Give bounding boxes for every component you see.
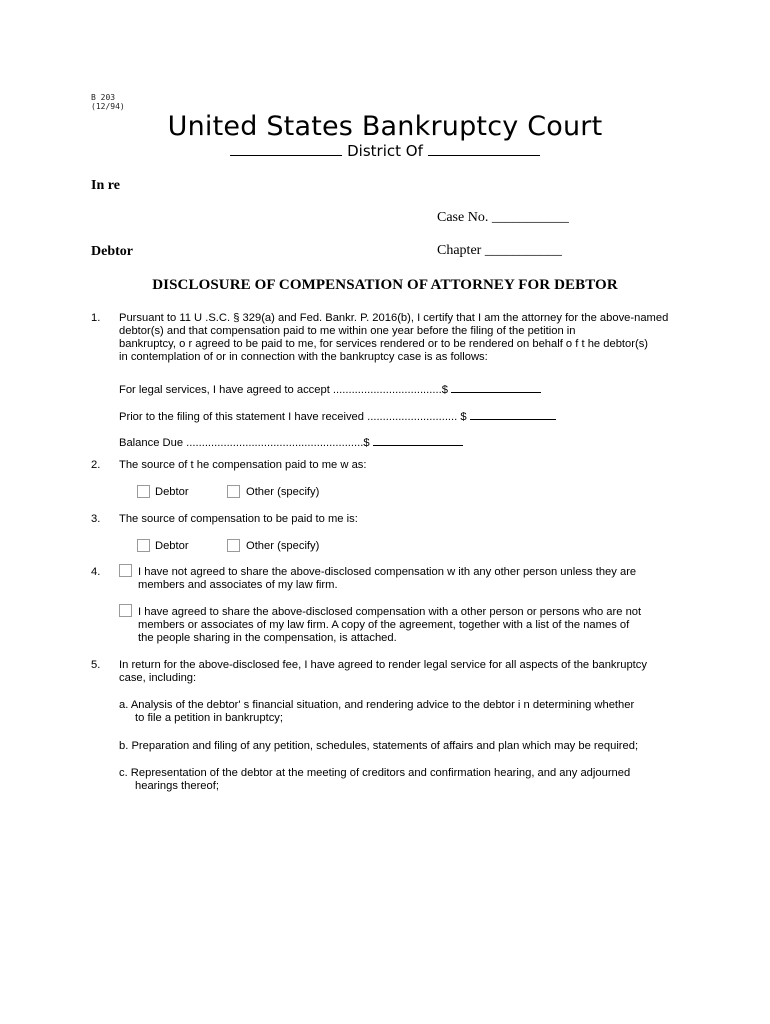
in-re-label: In re — [91, 178, 120, 193]
form-number: B 203 — [91, 93, 116, 102]
item-4-a-line-2: members and associates of my law firm. — [138, 579, 338, 591]
item-5-a-line-1: a. Analysis of the debtor' s financial situation, and rendering advice to the debtor i n determining whether — [119, 699, 635, 711]
balance-due-amount[interactable] — [373, 432, 463, 446]
item-3-debtor-checkbox[interactable] — [137, 539, 150, 552]
item-5-number: 5. — [91, 659, 101, 671]
item-1-line-1: Pursuant to 11 U .S.C. § 329(a) and Fed. Bankr. P. 2016(b), I certify that I am the attorney for the above-named — [119, 312, 669, 324]
prior-received-row — [119, 406, 556, 425]
district-blank-right[interactable] — [428, 142, 540, 156]
item-4-b-line-2: members or associates of my law firm. A copy of the agreement, together with a list of the names of — [138, 619, 630, 631]
item-2-other-label: Other (specify) — [246, 486, 320, 498]
item-4-b-line-1: I have agreed to share the above-disclosed compensation with a other person or persons who are not — [138, 606, 642, 618]
item-5-c-line-2: hearings thereof; — [135, 780, 219, 792]
court-title: United States Bankruptcy Court — [167, 111, 603, 142]
item-4-share-checkbox[interactable] — [119, 604, 132, 617]
item-5-a-line-2: to file a petition in bankruptcy; — [135, 712, 284, 724]
item-2-text: The source of t he compensation paid to me w as: — [119, 459, 367, 471]
item-3-other-checkbox[interactable] — [227, 539, 240, 552]
item-4-number: 4. — [91, 566, 101, 578]
item-5-b-line-1: b. Preparation and filing of any petition, schedules, statements of affairs and plan which may be required; — [119, 740, 639, 752]
form-revision: (12/94) — [91, 102, 125, 111]
item-1-number: 1. — [91, 312, 101, 324]
item-3-debtor-label: Debtor — [155, 540, 189, 552]
item-5-c-line-1: c. Representation of the debtor at the meeting of creditors and confirmation hearing, and any adjourned — [119, 767, 631, 779]
item-2-number: 2. — [91, 459, 101, 471]
item-3-text: The source of compensation to be paid to me is: — [119, 513, 358, 525]
item-4-b-line-3: the people sharing in the compensation, is attached. — [138, 632, 397, 644]
prior-received-label: Prior to the filing of this statement I have received ............................. $ — [119, 411, 467, 423]
item-1-line-2: debtor(s) and that compensation paid to me within one year before the filing of the petition in — [119, 325, 576, 337]
debtor-label: Debtor — [91, 244, 133, 259]
item-5-line-2: case, including: — [119, 672, 197, 684]
item-4-not-share-checkbox[interactable] — [119, 564, 132, 577]
district-line — [0, 142, 770, 160]
balance-due-row — [119, 432, 463, 451]
item-3-number: 3. — [91, 513, 101, 525]
item-3-other-label: Other (specify) — [246, 540, 320, 552]
item-4-a-line-1: I have not agreed to share the above-disclosed compensation w ith any other person unless they are — [138, 566, 637, 578]
district-label: District Of — [347, 142, 423, 160]
case-number-field[interactable]: Case No. ___________ — [437, 210, 569, 225]
item-5-line-1: In return for the above-disclosed fee, I have agreed to render legal service for all aspects of the bankruptcy — [119, 659, 647, 671]
chapter-field[interactable]: Chapter ___________ — [437, 243, 562, 258]
balance-due-label: Balance Due .........................................................$ — [119, 437, 370, 449]
item-2-debtor-label: Debtor — [155, 486, 189, 498]
legal-services-row — [119, 379, 541, 398]
prior-received-amount[interactable] — [470, 406, 556, 420]
item-2-other-checkbox[interactable] — [227, 485, 240, 498]
item-1-line-4: in contemplation of or in connection with the bankruptcy case is as follows: — [119, 351, 488, 363]
legal-services-amount[interactable] — [451, 379, 541, 393]
document-title: DISCLOSURE OF COMPENSATION OF ATTORNEY FOR DEBTOR — [152, 277, 618, 293]
legal-services-label: For legal services, I have agreed to accept ...................................$ — [119, 384, 448, 396]
item-2-debtor-checkbox[interactable] — [137, 485, 150, 498]
district-blank-left[interactable] — [230, 142, 342, 156]
item-1-line-3: bankruptcy, o r agreed to be paid to me, for services rendered or to be rendered on behalf o f t he debtor(s) — [119, 338, 649, 350]
